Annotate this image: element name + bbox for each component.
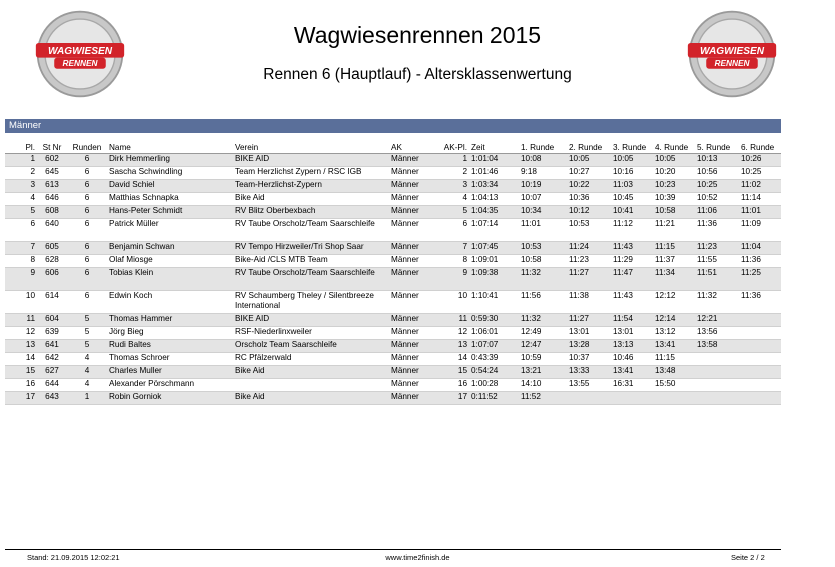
cell-r4: 10:39 <box>653 193 695 206</box>
table-row <box>5 353 781 366</box>
cell-r5: 13:56 <box>695 327 739 340</box>
cell-runden: 4 <box>67 353 107 366</box>
cell-akpl: 6 <box>431 219 469 242</box>
cell-r5: 11:51 <box>695 268 739 291</box>
cell-runden: 6 <box>67 180 107 193</box>
cell-ak: Männer <box>389 340 431 353</box>
cell-r2: 11:38 <box>567 291 611 314</box>
cell-verein: Bike Aid <box>233 193 389 206</box>
cell-pl: 6 <box>5 219 37 242</box>
cell-name: Patrick Müller <box>107 219 233 242</box>
table-header-row <box>5 141 781 154</box>
cell-akpl: 2 <box>431 167 469 180</box>
cell-r6: 11:14 <box>739 193 781 206</box>
cell-r1: 10:07 <box>519 193 567 206</box>
cell-r3: 13:13 <box>611 340 653 353</box>
cell-akpl: 7 <box>431 242 469 255</box>
cell-name: Hans-Peter Schmidt <box>107 206 233 219</box>
cell-pl: 7 <box>5 242 37 255</box>
cell-r2: 11:27 <box>567 268 611 291</box>
cell-r6: 11:02 <box>739 180 781 193</box>
cell-akpl: 4 <box>431 193 469 206</box>
cell-r5: 10:56 <box>695 167 739 180</box>
cell-ak: Männer <box>389 268 431 291</box>
cell-r3: 10:16 <box>611 167 653 180</box>
cell-pl: 11 <box>5 314 37 327</box>
cell-r6: 11:25 <box>739 268 781 291</box>
cell-name: Dirk Hemmerling <box>107 154 233 167</box>
cell-akpl: 8 <box>431 255 469 268</box>
cell-zeit: 0:59:30 <box>469 314 519 327</box>
table-row <box>5 268 781 291</box>
cell-r3: 13:01 <box>611 327 653 340</box>
cell-verein: Bike Aid <box>233 392 389 405</box>
cell-ak: Männer <box>389 242 431 255</box>
cell-stnr: 642 <box>37 353 67 366</box>
cell-ak: Männer <box>389 314 431 327</box>
cell-r4: 11:15 <box>653 353 695 366</box>
cell-ak: Männer <box>389 180 431 193</box>
cell-verein: Orscholz Team Saarschleife <box>233 340 389 353</box>
footer-page-number: Seite 2 / 2 <box>731 553 765 562</box>
cell-akpl: 16 <box>431 379 469 392</box>
table-row <box>5 219 781 242</box>
cell-ak: Männer <box>389 291 431 314</box>
cell-ak: Männer <box>389 327 431 340</box>
cell-zeit: 1:09:38 <box>469 268 519 291</box>
cell-r3: 11:43 <box>611 242 653 255</box>
cell-pl: 4 <box>5 193 37 206</box>
cell-verein: RV Taube Orscholz/Team Saarschleife <box>233 219 389 242</box>
col-ak: AK <box>389 141 431 154</box>
cell-stnr: 614 <box>37 291 67 314</box>
cell-r4: 11:34 <box>653 268 695 291</box>
cell-r2: 10:27 <box>567 167 611 180</box>
col-r5: 5. Runde <box>695 141 739 154</box>
cell-r4: 11:15 <box>653 242 695 255</box>
cell-verein: RV Taube Orscholz/Team Saarschleife <box>233 268 389 291</box>
col-zeit: Zeit <box>469 141 519 154</box>
cell-zeit: 1:03:34 <box>469 180 519 193</box>
cell-r5: 12:21 <box>695 314 739 327</box>
cell-name: Sascha Schwindling <box>107 167 233 180</box>
cell-r5: 11:36 <box>695 219 739 242</box>
cell-r1: 12:49 <box>519 327 567 340</box>
cell-runden: 6 <box>67 167 107 180</box>
cell-akpl: 11 <box>431 314 469 327</box>
cell-r6: 11:36 <box>739 291 781 314</box>
cell-stnr: 641 <box>37 340 67 353</box>
cell-name: Benjamin Schwan <box>107 242 233 255</box>
cell-name: Thomas Hammer <box>107 314 233 327</box>
cell-name: Matthias Schnapka <box>107 193 233 206</box>
cell-r1: 11:52 <box>519 392 567 405</box>
cell-verein: Team-Herzlichst-Zypern <box>233 180 389 193</box>
cell-stnr: 602 <box>37 154 67 167</box>
cell-r4: 13:41 <box>653 340 695 353</box>
cell-r6 <box>739 366 781 379</box>
cell-name: Rudi Baltes <box>107 340 233 353</box>
cell-ak: Männer <box>389 193 431 206</box>
cell-r6 <box>739 353 781 366</box>
col-r4: 4. Runde <box>653 141 695 154</box>
cell-verein: Bike Aid <box>233 366 389 379</box>
cell-akpl: 9 <box>431 268 469 291</box>
cell-verein: Bike-Aid /CLS MTB Team <box>233 255 389 268</box>
table-row <box>5 242 781 255</box>
results-table <box>5 141 781 405</box>
cell-name: Jörg Bieg <box>107 327 233 340</box>
cell-r5: 10:52 <box>695 193 739 206</box>
footer-website: www.time2finish.de <box>385 553 450 562</box>
cell-r3: 11:29 <box>611 255 653 268</box>
cell-r3: 10:46 <box>611 353 653 366</box>
col-name: Name <box>107 141 233 154</box>
logo-text-bottom: RENNEN <box>714 58 750 68</box>
cell-pl: 9 <box>5 268 37 291</box>
cell-zeit: 1:01:46 <box>469 167 519 180</box>
cell-stnr: 608 <box>37 206 67 219</box>
cell-r5: 11:32 <box>695 291 739 314</box>
cell-stnr: 640 <box>37 219 67 242</box>
col-verein: Verein <box>233 141 389 154</box>
cell-verein: BIKE AID <box>233 314 389 327</box>
cell-pl: 3 <box>5 180 37 193</box>
cell-runden: 5 <box>67 314 107 327</box>
cell-r1: 10:34 <box>519 206 567 219</box>
cell-r2: 11:24 <box>567 242 611 255</box>
cell-r3: 11:43 <box>611 291 653 314</box>
cell-pl: 16 <box>5 379 37 392</box>
cell-r4: 10:58 <box>653 206 695 219</box>
cell-runden: 5 <box>67 340 107 353</box>
cell-zeit: 1:04:35 <box>469 206 519 219</box>
table-row <box>5 180 781 193</box>
cell-akpl: 10 <box>431 291 469 314</box>
cell-r1: 11:32 <box>519 314 567 327</box>
cell-name: Charles Muller <box>107 366 233 379</box>
cell-ak: Männer <box>389 379 431 392</box>
cell-akpl: 17 <box>431 392 469 405</box>
cell-r6: 10:25 <box>739 167 781 180</box>
cell-r4: 13:48 <box>653 366 695 379</box>
cell-r2 <box>567 392 611 405</box>
cell-verein: RV Schaumberg Theley / Silentbreeze International <box>233 291 389 314</box>
cell-zeit: 1:07:07 <box>469 340 519 353</box>
cell-ak: Männer <box>389 366 431 379</box>
cell-zeit: 1:07:14 <box>469 219 519 242</box>
cell-ak: Männer <box>389 255 431 268</box>
cell-r3: 16:31 <box>611 379 653 392</box>
cell-akpl: 3 <box>431 180 469 193</box>
cell-r6: 10:26 <box>739 154 781 167</box>
table-row <box>5 379 781 392</box>
cell-r5: 11:55 <box>695 255 739 268</box>
cell-r1: 13:21 <box>519 366 567 379</box>
cell-name: David Schiel <box>107 180 233 193</box>
cell-pl: 5 <box>5 206 37 219</box>
cell-runden: 4 <box>67 366 107 379</box>
cell-r3: 11:12 <box>611 219 653 242</box>
cell-r3: 10:45 <box>611 193 653 206</box>
logo-text-top: WAGWIESEN <box>47 46 113 57</box>
cell-r1: 14:10 <box>519 379 567 392</box>
cell-r1: 10:08 <box>519 154 567 167</box>
cell-stnr: 628 <box>37 255 67 268</box>
cell-r5: 10:25 <box>695 180 739 193</box>
cell-stnr: 639 <box>37 327 67 340</box>
cell-r4: 11:21 <box>653 219 695 242</box>
cell-r2: 10:22 <box>567 180 611 193</box>
cell-r2: 13:01 <box>567 327 611 340</box>
cell-zeit: 0:11:52 <box>469 392 519 405</box>
cell-name: Alexander Pörschmann <box>107 379 233 392</box>
cell-stnr: 643 <box>37 392 67 405</box>
cell-r6 <box>739 379 781 392</box>
cell-ak: Männer <box>389 392 431 405</box>
cell-r1: 11:01 <box>519 219 567 242</box>
cell-r1: 10:19 <box>519 180 567 193</box>
cell-stnr: 627 <box>37 366 67 379</box>
cell-zeit: 1:09:01 <box>469 255 519 268</box>
cell-r2: 11:23 <box>567 255 611 268</box>
table-row <box>5 193 781 206</box>
cell-stnr: 613 <box>37 180 67 193</box>
cell-r2: 13:28 <box>567 340 611 353</box>
table-row <box>5 340 781 353</box>
cell-r3: 10:41 <box>611 206 653 219</box>
logo-text-top: WAGWIESEN <box>699 46 765 57</box>
cell-ak: Männer <box>389 154 431 167</box>
cell-name: Thomas Schroer <box>107 353 233 366</box>
cell-r1: 11:32 <box>519 268 567 291</box>
table-row <box>5 392 781 405</box>
cell-stnr: 606 <box>37 268 67 291</box>
cell-runden: 6 <box>67 206 107 219</box>
cell-r4: 12:12 <box>653 291 695 314</box>
col-akpl: AK-Pl. <box>431 141 469 154</box>
cell-r5: 11:06 <box>695 206 739 219</box>
cell-r5: 11:23 <box>695 242 739 255</box>
cell-stnr: 644 <box>37 379 67 392</box>
cell-pl: 17 <box>5 392 37 405</box>
footer-timestamp: Stand: 21.09.2015 12:02:21 <box>27 553 120 562</box>
cell-r2: 10:05 <box>567 154 611 167</box>
cell-zeit: 1:01:04 <box>469 154 519 167</box>
cell-pl: 10 <box>5 291 37 314</box>
cell-akpl: 1 <box>431 154 469 167</box>
table-row <box>5 255 781 268</box>
cell-pl: 14 <box>5 353 37 366</box>
cell-runden: 6 <box>67 242 107 255</box>
cell-r6 <box>739 314 781 327</box>
page-title: Wagwiesenrennen 2015 <box>293 22 542 48</box>
cell-pl: 2 <box>5 167 37 180</box>
cell-r4 <box>653 392 695 405</box>
cell-verein: RV Blitz Oberbexbach <box>233 206 389 219</box>
cell-r2: 10:37 <box>567 353 611 366</box>
cell-zeit: 1:04:13 <box>469 193 519 206</box>
cell-verein: RC Pfälzerwald <box>233 353 389 366</box>
cell-stnr: 645 <box>37 167 67 180</box>
cell-name: Edwin Koch <box>107 291 233 314</box>
table-row <box>5 206 781 219</box>
cell-pl: 12 <box>5 327 37 340</box>
cell-r1: 11:56 <box>519 291 567 314</box>
cell-r3: 11:54 <box>611 314 653 327</box>
col-stnr: St Nr <box>37 141 67 154</box>
cell-r2: 11:27 <box>567 314 611 327</box>
cell-r6: 11:36 <box>739 255 781 268</box>
cell-stnr: 605 <box>37 242 67 255</box>
table-row <box>5 154 781 167</box>
cell-stnr: 646 <box>37 193 67 206</box>
cell-zeit: 1:10:41 <box>469 291 519 314</box>
cell-runden: 5 <box>67 327 107 340</box>
cell-r5 <box>695 366 739 379</box>
cell-verein: Team Herzlichst Zypern / RSC IGB <box>233 167 389 180</box>
cell-akpl: 13 <box>431 340 469 353</box>
cell-r5 <box>695 353 739 366</box>
cell-akpl: 15 <box>431 366 469 379</box>
cell-r2: 10:53 <box>567 219 611 242</box>
cell-r3: 11:03 <box>611 180 653 193</box>
page-subtitle: Rennen 6 (Hauptlauf) - Altersklassenwertung <box>263 66 572 83</box>
section-bar: Männer <box>5 119 781 133</box>
cell-r3: 11:47 <box>611 268 653 291</box>
table-row <box>5 327 781 340</box>
cell-r4: 10:23 <box>653 180 695 193</box>
cell-runden: 6 <box>67 268 107 291</box>
col-r6: 6. Runde <box>739 141 781 154</box>
cell-runden: 4 <box>67 379 107 392</box>
cell-verein: RSF-Niederlinxweiler <box>233 327 389 340</box>
cell-r6 <box>739 327 781 340</box>
cell-name: Robin Gorniok <box>107 392 233 405</box>
cell-name: Tobias Klein <box>107 268 233 291</box>
cell-r6: 11:04 <box>739 242 781 255</box>
cell-r4: 15:50 <box>653 379 695 392</box>
cell-runden: 6 <box>67 255 107 268</box>
cell-pl: 15 <box>5 366 37 379</box>
cell-zeit: 1:06:01 <box>469 327 519 340</box>
cell-zeit: 0:54:24 <box>469 366 519 379</box>
cell-r6 <box>739 340 781 353</box>
col-runden: Runden <box>67 141 107 154</box>
logo-text-bottom: RENNEN <box>62 58 98 68</box>
cell-runden: 6 <box>67 291 107 314</box>
cell-r6: 11:09 <box>739 219 781 242</box>
cell-akpl: 5 <box>431 206 469 219</box>
cell-r1: 10:53 <box>519 242 567 255</box>
cell-r4: 10:20 <box>653 167 695 180</box>
cell-runden: 6 <box>67 154 107 167</box>
col-pl: Pl. <box>5 141 37 154</box>
footer-divider <box>5 549 781 550</box>
cell-runden: 6 <box>67 193 107 206</box>
cell-r6 <box>739 392 781 405</box>
cell-runden: 1 <box>67 392 107 405</box>
cell-r3: 13:41 <box>611 366 653 379</box>
cell-r3: 10:05 <box>611 154 653 167</box>
cell-ak: Männer <box>389 206 431 219</box>
cell-zeit: 0:43:39 <box>469 353 519 366</box>
cell-verein: BIKE AID <box>233 154 389 167</box>
cell-pl: 1 <box>5 154 37 167</box>
cell-r2: 10:36 <box>567 193 611 206</box>
cell-verein <box>233 379 389 392</box>
cell-r5: 10:13 <box>695 154 739 167</box>
cell-verein: RV Tempo Hirzweiler/Tri Shop Saar <box>233 242 389 255</box>
cell-r4: 12:14 <box>653 314 695 327</box>
cell-r6: 11:01 <box>739 206 781 219</box>
cell-name: Olaf Miosge <box>107 255 233 268</box>
cell-r1: 10:59 <box>519 353 567 366</box>
cell-ak: Männer <box>389 167 431 180</box>
cell-r2: 13:33 <box>567 366 611 379</box>
table-row <box>5 314 781 327</box>
cell-ak: Männer <box>389 219 431 242</box>
table-row <box>5 366 781 379</box>
cell-r4: 10:05 <box>653 154 695 167</box>
cell-r3 <box>611 392 653 405</box>
cell-r4: 11:37 <box>653 255 695 268</box>
cell-r1: 12:47 <box>519 340 567 353</box>
cell-r5 <box>695 379 739 392</box>
table-row <box>5 167 781 180</box>
cell-ak: Männer <box>389 353 431 366</box>
cell-akpl: 14 <box>431 353 469 366</box>
cell-akpl: 12 <box>431 327 469 340</box>
cell-stnr: 604 <box>37 314 67 327</box>
cell-runden: 6 <box>67 219 107 242</box>
col-r3: 3. Runde <box>611 141 653 154</box>
cell-pl: 13 <box>5 340 37 353</box>
col-r1: 1. Runde <box>519 141 567 154</box>
cell-r1: 10:58 <box>519 255 567 268</box>
cell-r5 <box>695 392 739 405</box>
cell-r1: 9:18 <box>519 167 567 180</box>
cell-r4: 13:12 <box>653 327 695 340</box>
cell-pl: 8 <box>5 255 37 268</box>
cell-zeit: 1:00:28 <box>469 379 519 392</box>
cell-r5: 13:58 <box>695 340 739 353</box>
table-row <box>5 291 781 314</box>
cell-r2: 13:55 <box>567 379 611 392</box>
cell-zeit: 1:07:45 <box>469 242 519 255</box>
col-r2: 2. Runde <box>567 141 611 154</box>
cell-r2: 10:12 <box>567 206 611 219</box>
